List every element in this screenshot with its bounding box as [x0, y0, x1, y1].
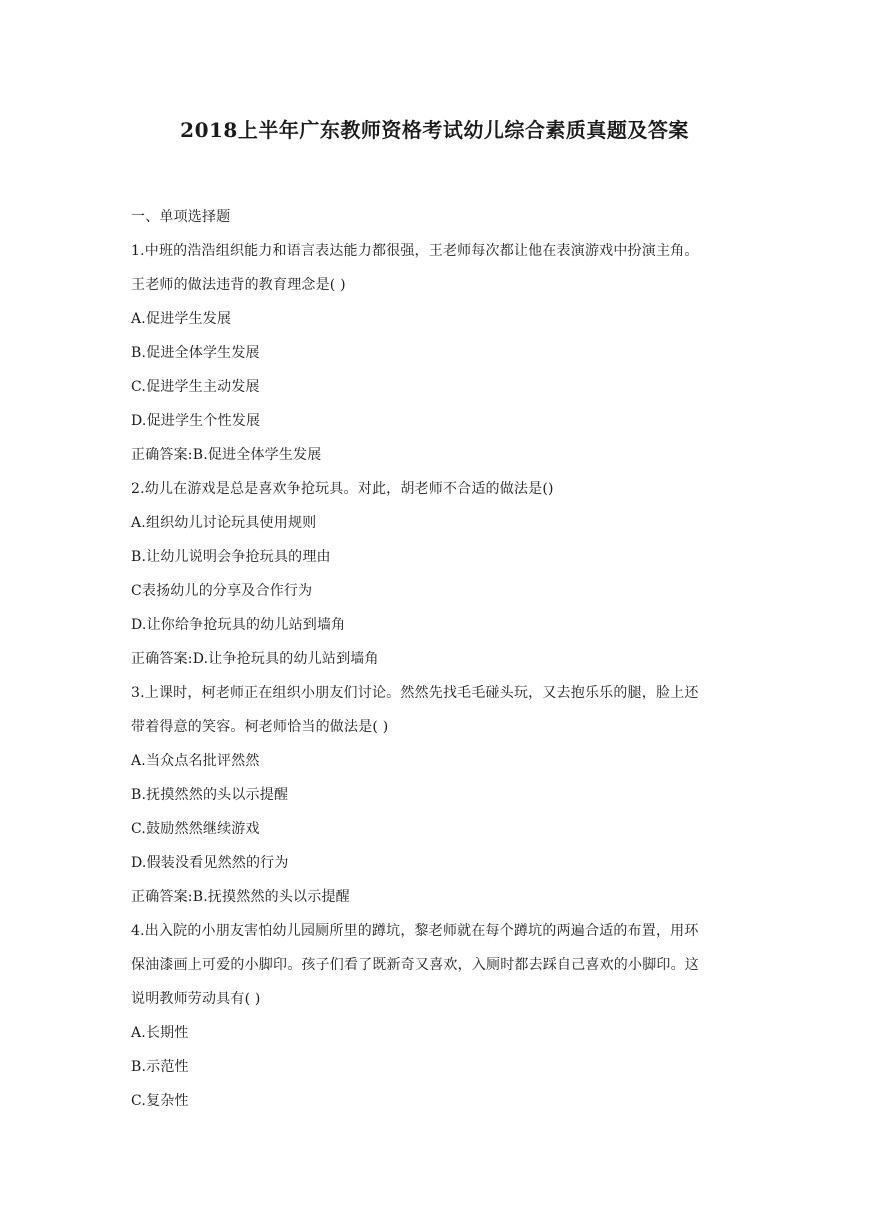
q2-answer: 正确答案:D.让争抢玩具的幼儿站到墙角 — [131, 651, 379, 667]
q2-option-a: A.组织幼儿讨论玩具使用规则 — [131, 515, 317, 531]
q2-option-d: D.让你给争抢玩具的幼儿站到墙角 — [131, 617, 346, 633]
q4-stem-line2: 保油漆画上可爱的小脚印。孩子们看了既新奇又喜欢，入厕时都去踩自己喜欢的小脚印。这 — [131, 957, 699, 973]
q2-option-b: B.让幼儿说明会争抢玩具的理由 — [131, 549, 331, 565]
section-heading: 一、单项选择题 — [131, 209, 231, 225]
q1-answer: 正确答案:B.促进全体学生发展 — [131, 447, 322, 463]
document-title: 2018上半年广东教师资格考试幼儿综合素质真题及答案 — [180, 118, 689, 142]
q4-option-a: A.长期性 — [131, 1025, 189, 1041]
q3-answer: 正确答案:B.抚摸然然的头以示提醒 — [131, 889, 350, 905]
q2-stem-line1: 2.幼儿在游戏是总是喜欢争抢玩具。对此，胡老师不合适的做法是() — [131, 481, 554, 497]
q4-stem-line3: 说明教师劳动具有( ) — [131, 991, 261, 1007]
q3-option-a: A.当众点名批评然然 — [131, 753, 260, 769]
q4-option-c: C.复杂性 — [131, 1093, 189, 1109]
q3-option-b: B.抚摸然然的头以示提醒 — [131, 787, 289, 803]
q1-option-b: B.促进全体学生发展 — [131, 345, 260, 361]
q4-option-b: B.示范性 — [131, 1059, 189, 1075]
document-body — [131, 200, 751, 1118]
q2-option-c: C表扬幼儿的分享及合作行为 — [131, 583, 313, 599]
q3-stem-line1: 3.上课时，柯老师正在组织小朋友们讨论。然然先找毛毛碰头玩，又去抱乐乐的腿，脸上还 — [131, 685, 699, 701]
q4-stem-line1: 4.出入院的小朋友害怕幼儿园厕所里的蹲坑，黎老师就在每个蹲坑的两遍合适的布置，用环 — [131, 923, 699, 939]
q1-stem-line2: 王老师的做法违背的教育理念是( ) — [131, 277, 346, 293]
q3-option-c: C.鼓励然然继续游戏 — [131, 821, 260, 837]
q1-option-d: D.促进学生个性发展 — [131, 413, 261, 429]
q1-option-a: A.促进学生发展 — [131, 311, 232, 327]
q3-stem-line2: 带着得意的笑容。柯老师恰当的做法是( ) — [131, 719, 389, 735]
q1-option-c: C.促进学生主动发展 — [131, 379, 260, 395]
q1-stem-line1: 1.中班的浩浩组织能力和语言表达能力都很强，王老师每次都让他在表演游戏中扮演主角。 — [131, 243, 699, 259]
q3-option-d: D.假装没看见然然的行为 — [131, 855, 289, 871]
